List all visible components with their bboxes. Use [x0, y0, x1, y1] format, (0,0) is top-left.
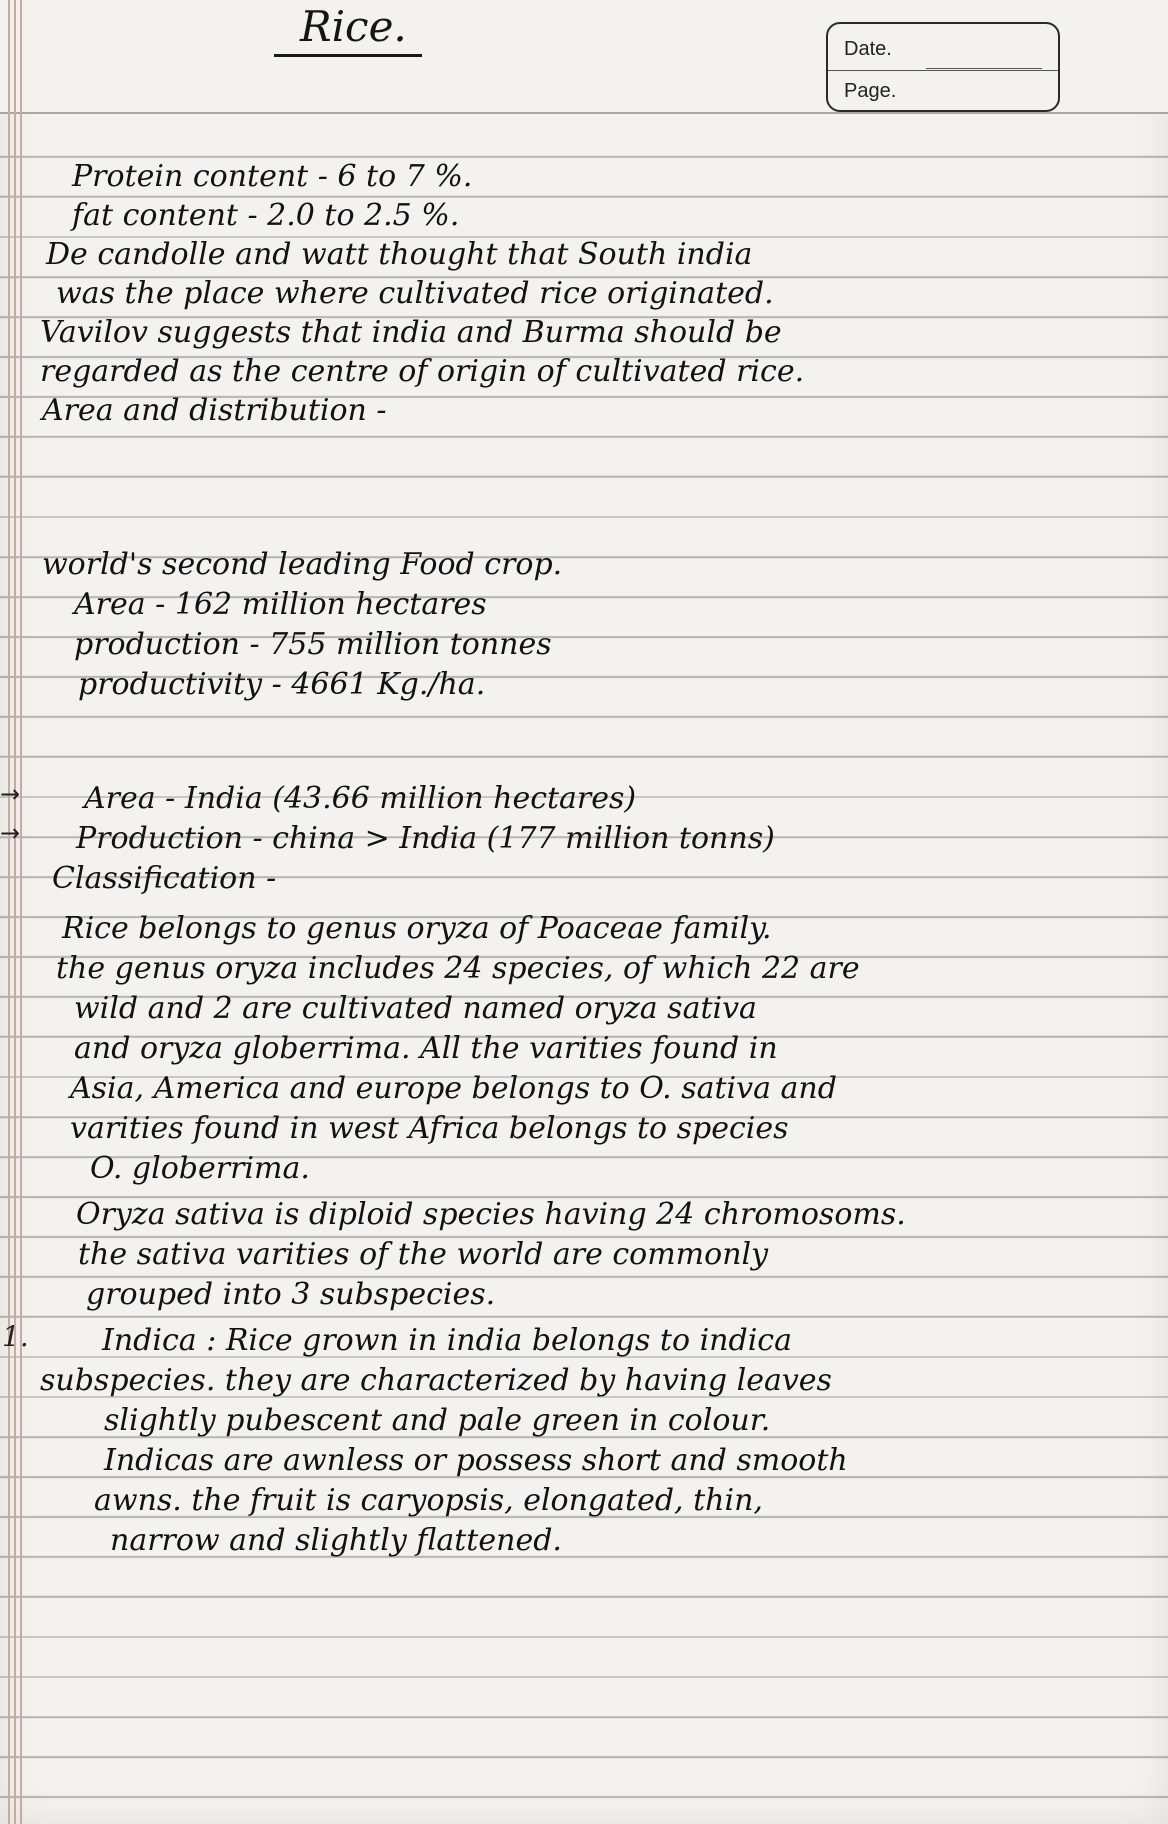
note-line: Protein content - 6 to 7 %. [72, 159, 473, 194]
note-line: slightly pubescent and pale green in colour. [104, 1403, 771, 1438]
note-line: awns. the fruit is caryopsis, elongated, thin, [94, 1483, 763, 1518]
title-underline [274, 54, 422, 57]
note-line: and oryza globerrima. All the varities found in [74, 1031, 778, 1066]
section-heading: Area and distribution - [42, 393, 387, 428]
margin-line [20, 0, 22, 1824]
page-title: Rice. [300, 2, 407, 51]
note-line: De candolle and watt thought that South india [46, 237, 753, 272]
note-line: world's second leading Food crop. [42, 547, 563, 582]
note-line: the sativa varities of the world are commonly [78, 1237, 769, 1272]
date-label: Date. [844, 38, 892, 60]
date-box-divider [828, 70, 1058, 71]
note-line: O. globerrima. [90, 1151, 310, 1186]
note-line: Production - china > India (177 million tonns) [76, 821, 775, 856]
note-line: regarded as the centre of origin of cultivated rice. [40, 354, 805, 389]
note-line: varities found in west Africa belongs to species [70, 1111, 789, 1146]
arrow-marker-area: → [0, 780, 21, 808]
list-number-1: 1. [2, 1320, 29, 1353]
margin-line [14, 0, 16, 1824]
note-line: production - 755 million tonnes [74, 627, 552, 662]
section-heading: Classification - [52, 861, 277, 896]
note-line: Indicas are awnless or possess short and smooth [104, 1443, 848, 1478]
subspecies-heading: Indica : Rice grown in india belongs to indica [102, 1323, 792, 1358]
note-line: Oryza sativa is diploid species having 24 chromosoms. [76, 1197, 906, 1232]
arrow-marker-production: → [0, 819, 21, 847]
note-line: was the place where cultivated rice originated. [56, 276, 774, 311]
note-line: Asia, America and europe belongs to O. sativa and [70, 1071, 837, 1106]
header-rule [0, 112, 1168, 114]
note-line: Vavilov suggests that india and Burma should be [40, 315, 782, 350]
note-line: the genus oryza includes 24 species, of which 22 are [56, 951, 860, 986]
note-line: Rice belongs to genus oryza of Poaceae family. [62, 911, 772, 946]
note-line: Area - India (43.66 million hectares) [84, 781, 637, 816]
note-line: subspecies. they are characterized by having leaves [40, 1363, 832, 1398]
date-fill-line [926, 68, 1042, 69]
page-number-label: Page. [844, 80, 897, 102]
note-line: Area - 162 million hectares [74, 587, 487, 622]
date-page-box [826, 22, 1060, 112]
note-line: wild and 2 are cultivated named oryza sativa [74, 991, 757, 1026]
note-line: grouped into 3 subspecies. [86, 1277, 496, 1312]
margin-line [8, 0, 10, 1824]
note-line: narrow and slightly flattened. [110, 1523, 562, 1558]
note-line: productivity - 4661 Kg./ha. [78, 667, 486, 702]
note-line: fat content - 2.0 to 2.5 %. [72, 198, 460, 233]
